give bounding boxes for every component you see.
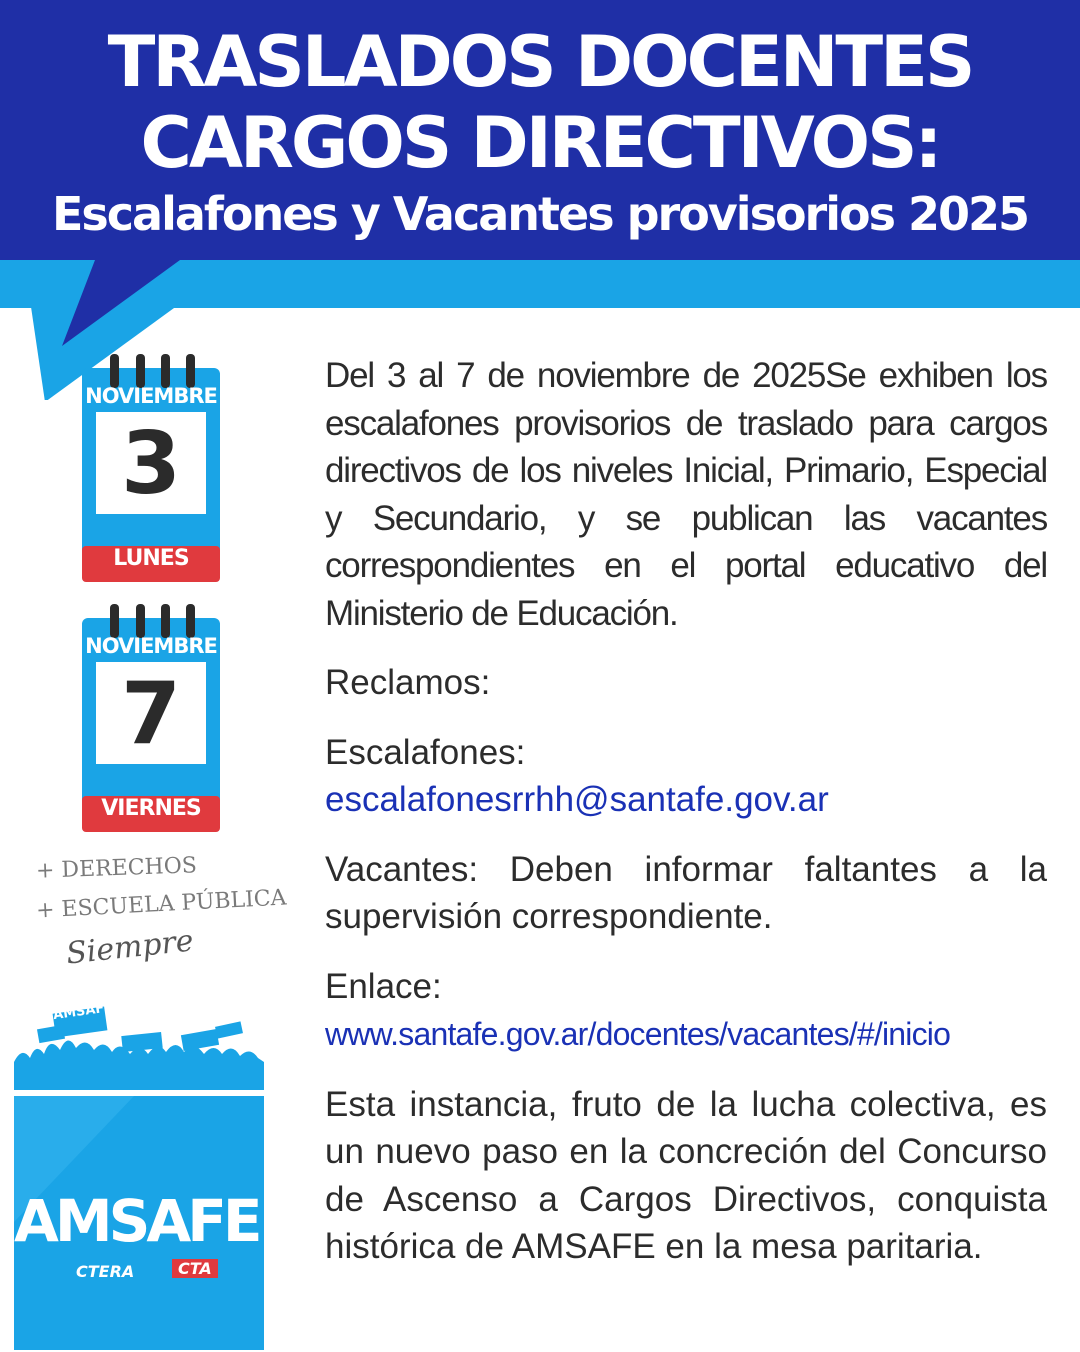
- slogan-siempre: Siempre: [64, 923, 196, 972]
- slogan-derechos: + DERECHOS: [35, 853, 198, 884]
- slogan: [30, 852, 288, 982]
- title-line-2: CARGOS DIRECTIVOS:: [140, 102, 940, 184]
- calendar-nov-3: [80, 350, 222, 588]
- reclamos-label: Reclamos:: [325, 663, 491, 702]
- vacantes-paragraph: Vacantes: Deben informar faltantes a la supervisión correspondiente.: [325, 849, 1047, 936]
- ctera-logo-text: CTERA: [76, 1262, 135, 1281]
- escalafones-label: Escalafones:: [325, 732, 526, 772]
- escalafones-block: [325, 729, 1047, 824]
- calendar-weekday: VIERNES: [101, 796, 201, 821]
- date-range-text: Del 3 al 7 de noviembre de 2025: [325, 356, 826, 395]
- calendar-month: NOVIEMBRE: [85, 634, 217, 658]
- calendar-month: NOVIEMBRE: [85, 384, 217, 408]
- cta-logo-text: CTA: [172, 1259, 218, 1278]
- banner-text: AMSAFE: [52, 999, 114, 1024]
- calendar-weekday: LUNES: [113, 546, 189, 571]
- calendar-nov-7: [80, 600, 222, 838]
- subtitle: Escalafones y Vacantes provisorios 2025: [51, 187, 1029, 241]
- amsafe-logo: [14, 992, 264, 1350]
- calendar-day-number: 3: [121, 414, 181, 514]
- crowd-silhouette-icon: [14, 1006, 264, 1090]
- calendar-day-number: 7: [121, 664, 181, 764]
- intro-paragraph: [325, 352, 1047, 637]
- amsafe-logo-text: AMSAFE: [14, 1187, 259, 1255]
- slogan-escuela-publica: + ESCUELA PÚBLICA: [35, 885, 288, 924]
- title-line-1: TRASLADOS DOCENTES: [107, 21, 973, 103]
- intro-text: Se exhiben los escalafones provisorios de traslado para cargos directivos de los niveles Inicial, Primario, Especial y Secundario, y se publican las vacantes correspondientes en el portal educativo del Ministerio de Educación.: [325, 356, 1047, 633]
- escalafones-email-link[interactable]: escalafonesrrhh@santafe.gov.ar: [325, 780, 829, 819]
- enlace-url-link[interactable]: www.santafe.gov.ar/docentes/vacantes/#/inicio: [325, 1016, 951, 1052]
- enlace-label: Enlace:: [325, 966, 442, 1006]
- enlace-block: [325, 963, 1047, 1059]
- closing-paragraph: Esta instancia, fruto de la lucha colectiva, es un nuevo paso en la concreción del Concurso de Ascenso a Cargos Directivos, conquista histórica de AMSAFE en la mesa paritaria.: [325, 1084, 1047, 1266]
- main-content: [325, 352, 1047, 1293]
